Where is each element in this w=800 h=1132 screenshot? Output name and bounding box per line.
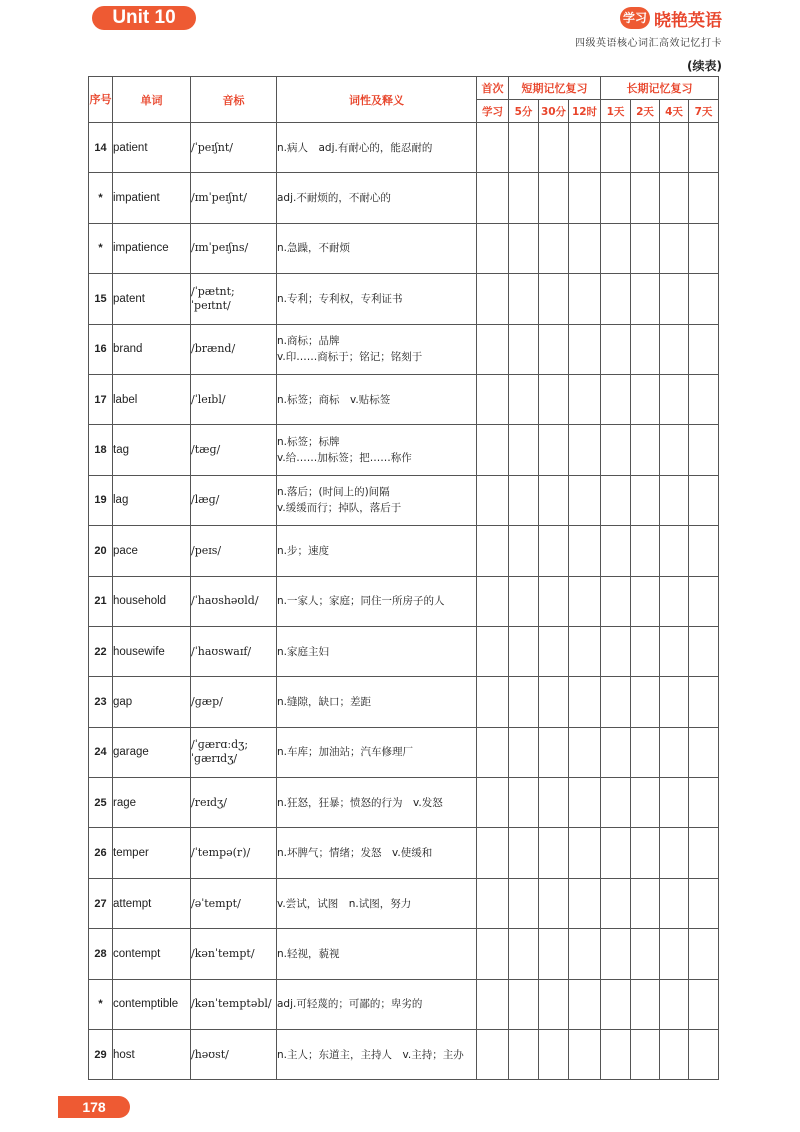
checkin-box bbox=[601, 727, 631, 777]
checkin-box bbox=[601, 324, 631, 374]
checkin-box bbox=[689, 274, 719, 324]
table-row bbox=[89, 324, 719, 374]
checkin-box bbox=[631, 878, 660, 928]
header-word: 单词 bbox=[113, 77, 191, 123]
checkin-box bbox=[660, 727, 689, 777]
row-number: 14 bbox=[89, 123, 113, 173]
checkin-box bbox=[689, 123, 719, 173]
checkin-box bbox=[477, 274, 509, 324]
row-phonetic: /kənˈtemptəbl/ bbox=[191, 979, 277, 1029]
checkin-box bbox=[539, 425, 569, 475]
checkin-box bbox=[539, 223, 569, 273]
row-phonetic: /ɪmˈpeɪʃns/ bbox=[191, 223, 277, 273]
checkin-box bbox=[477, 123, 509, 173]
header-first-sub: 学习 bbox=[477, 100, 509, 123]
checkin-box bbox=[539, 929, 569, 979]
row-definition bbox=[277, 123, 477, 173]
table-row bbox=[89, 878, 719, 928]
checkin-box bbox=[539, 274, 569, 324]
table-row bbox=[89, 374, 719, 424]
row-phonetic: /həʊst/ bbox=[191, 1030, 277, 1080]
checkin-box bbox=[689, 929, 719, 979]
checkin-box bbox=[539, 526, 569, 576]
row-phonetic: /ˈhaʊshəʊld/ bbox=[191, 576, 277, 626]
row-word: temper bbox=[113, 828, 191, 878]
checkin-box bbox=[509, 1030, 539, 1080]
checkin-box bbox=[601, 576, 631, 626]
checkin-box bbox=[601, 1030, 631, 1080]
row-definition bbox=[277, 374, 477, 424]
checkin-box bbox=[689, 324, 719, 374]
series-title: 四级英语核心词汇高效记忆打卡 bbox=[575, 38, 722, 49]
row-number: * bbox=[89, 979, 113, 1029]
checkin-box bbox=[569, 173, 601, 223]
checkin-box bbox=[660, 576, 689, 626]
vocabulary-table bbox=[88, 76, 719, 1080]
row-word: host bbox=[113, 1030, 191, 1080]
row-definition bbox=[277, 425, 477, 475]
checkin-box bbox=[660, 1030, 689, 1080]
row-number: 20 bbox=[89, 526, 113, 576]
row-word: household bbox=[113, 576, 191, 626]
checkin-box bbox=[689, 828, 719, 878]
checkin-box bbox=[509, 878, 539, 928]
checkin-box bbox=[509, 123, 539, 173]
header-1day: 1天 bbox=[601, 100, 631, 123]
checkin-box bbox=[569, 425, 601, 475]
checkin-box bbox=[660, 173, 689, 223]
checkin-box bbox=[631, 274, 660, 324]
checkin-box bbox=[477, 677, 509, 727]
checkin-box bbox=[660, 677, 689, 727]
row-word: pace bbox=[113, 526, 191, 576]
checkin-box bbox=[631, 576, 660, 626]
checkin-box bbox=[689, 778, 719, 828]
row-number: 16 bbox=[89, 324, 113, 374]
checkin-box bbox=[477, 324, 509, 374]
row-phonetic: /ɡæp/ bbox=[191, 677, 277, 727]
row-definition bbox=[277, 626, 477, 676]
row-word: gap bbox=[113, 677, 191, 727]
definition-line: v.缓缓而行；掉队，落后于 bbox=[277, 502, 402, 515]
checkin-box bbox=[660, 878, 689, 928]
checkin-box bbox=[601, 828, 631, 878]
checkin-box bbox=[601, 374, 631, 424]
checkin-box bbox=[689, 677, 719, 727]
continued-label: (续表) bbox=[687, 59, 722, 73]
checkin-box bbox=[569, 727, 601, 777]
row-number: 23 bbox=[89, 677, 113, 727]
row-phonetic: /peɪs/ bbox=[191, 526, 277, 576]
checkin-box bbox=[631, 123, 660, 173]
checkin-box bbox=[509, 626, 539, 676]
row-word: impatient bbox=[113, 173, 191, 223]
checkin-box bbox=[689, 979, 719, 1029]
row-phonetic: /ˈleɪbl/ bbox=[191, 374, 277, 424]
row-word: patient bbox=[113, 123, 191, 173]
checkin-box bbox=[660, 828, 689, 878]
checkin-box bbox=[601, 425, 631, 475]
checkin-box bbox=[509, 727, 539, 777]
row-definition bbox=[277, 223, 477, 273]
checkin-box bbox=[660, 475, 689, 525]
checkin-box bbox=[569, 1030, 601, 1080]
checkin-box bbox=[509, 929, 539, 979]
table-row bbox=[89, 576, 719, 626]
checkin-box bbox=[539, 878, 569, 928]
checkin-box bbox=[631, 677, 660, 727]
row-definition bbox=[277, 929, 477, 979]
header-seq: 序号 bbox=[89, 77, 113, 123]
checkin-box bbox=[539, 576, 569, 626]
checkin-box bbox=[631, 425, 660, 475]
header-2day: 2天 bbox=[631, 100, 660, 123]
checkin-box bbox=[601, 475, 631, 525]
checkin-box bbox=[539, 828, 569, 878]
checkin-box bbox=[477, 727, 509, 777]
row-number: 29 bbox=[89, 1030, 113, 1080]
row-definition bbox=[277, 727, 477, 777]
checkin-box bbox=[689, 1030, 719, 1080]
checkin-box bbox=[477, 1030, 509, 1080]
table-row bbox=[89, 123, 719, 173]
checkin-box bbox=[601, 979, 631, 1029]
table-row bbox=[89, 727, 719, 777]
header-12h: 12时 bbox=[569, 100, 601, 123]
table-row bbox=[89, 626, 719, 676]
header-5min: 5分 bbox=[509, 100, 539, 123]
definition-line: n.车库；加油站；汽车修理厂 bbox=[277, 746, 413, 759]
row-phonetic: /ɪmˈpeɪʃnt/ bbox=[191, 173, 277, 223]
checkin-box bbox=[569, 828, 601, 878]
definition-line: n.主人；东道主，主持人 v.主持；主办 bbox=[277, 1048, 464, 1061]
row-phonetic: /tæɡ/ bbox=[191, 425, 277, 475]
checkin-box bbox=[660, 123, 689, 173]
row-phonetic: /brænd/ bbox=[191, 324, 277, 374]
row-number: 27 bbox=[89, 878, 113, 928]
vocabulary-rows bbox=[89, 123, 719, 1080]
row-phonetic: /əˈtempt/ bbox=[191, 878, 277, 928]
row-number: 24 bbox=[89, 727, 113, 777]
checkin-box bbox=[569, 576, 601, 626]
row-phonetic: /ˈhaʊswaɪf/ bbox=[191, 626, 277, 676]
checkin-box bbox=[509, 324, 539, 374]
table-row bbox=[89, 475, 719, 525]
checkin-box bbox=[631, 828, 660, 878]
checkin-box bbox=[689, 626, 719, 676]
checkin-box bbox=[477, 223, 509, 273]
checkin-box bbox=[569, 979, 601, 1029]
definition-line: v.印……商标于；铭记；铭刻于 bbox=[277, 351, 423, 364]
table-row bbox=[89, 1030, 719, 1080]
checkin-box bbox=[477, 626, 509, 676]
definition-line: v.给……加标签；把……称作 bbox=[277, 452, 412, 465]
row-definition bbox=[277, 778, 477, 828]
definition-line: n.步；速度 bbox=[277, 544, 329, 557]
row-phonetic: /ˈtempə(r)/ bbox=[191, 828, 277, 878]
definition-line: v.尝试，试图 n.试图，努力 bbox=[277, 897, 412, 910]
checkin-box bbox=[601, 173, 631, 223]
checkin-box bbox=[631, 173, 660, 223]
table-row bbox=[89, 677, 719, 727]
checkin-box bbox=[569, 475, 601, 525]
row-word: rage bbox=[113, 778, 191, 828]
row-phonetic: /ˈpeɪʃnt/ bbox=[191, 123, 277, 173]
checkin-box bbox=[509, 778, 539, 828]
logo-text: 晓艳英语 bbox=[654, 10, 722, 31]
checkin-box bbox=[660, 979, 689, 1029]
definition-line: n.一家人；家庭；同住一所房子的人 bbox=[277, 595, 445, 608]
row-definition bbox=[277, 576, 477, 626]
checkin-box bbox=[631, 526, 660, 576]
definition-line: n.标签；标牌 bbox=[277, 436, 340, 449]
checkin-box bbox=[539, 626, 569, 676]
definition-line: n.标签；商标 v.贴标签 bbox=[277, 393, 391, 406]
checkin-box bbox=[569, 223, 601, 273]
definition-line: adj.可轻蔑的；可鄙的；卑劣的 bbox=[277, 998, 423, 1011]
header-first: 首次 bbox=[477, 77, 509, 100]
checkin-box bbox=[689, 475, 719, 525]
checkin-box bbox=[569, 677, 601, 727]
checkin-box bbox=[569, 878, 601, 928]
checkin-box bbox=[539, 324, 569, 374]
header-30min: 30分 bbox=[539, 100, 569, 123]
checkin-box bbox=[539, 727, 569, 777]
checkin-box bbox=[601, 223, 631, 273]
checkin-box bbox=[601, 626, 631, 676]
table-row bbox=[89, 828, 719, 878]
checkin-box bbox=[509, 173, 539, 223]
checkin-box bbox=[477, 576, 509, 626]
definition-line: n.轻视，藐视 bbox=[277, 947, 340, 960]
checkin-box bbox=[539, 1030, 569, 1080]
logo-mark-icon: 学习 bbox=[620, 7, 650, 29]
checkin-box bbox=[631, 324, 660, 374]
row-word: label bbox=[113, 374, 191, 424]
checkin-box bbox=[477, 374, 509, 424]
row-phonetic: /reɪdʒ/ bbox=[191, 778, 277, 828]
checkin-box bbox=[477, 526, 509, 576]
row-phonetic: /læɡ/ bbox=[191, 475, 277, 525]
checkin-box bbox=[509, 274, 539, 324]
row-definition bbox=[277, 526, 477, 576]
checkin-box bbox=[509, 979, 539, 1029]
table-row bbox=[89, 526, 719, 576]
checkin-box bbox=[601, 929, 631, 979]
row-word: lag bbox=[113, 475, 191, 525]
table-row bbox=[89, 778, 719, 828]
table-row bbox=[89, 173, 719, 223]
checkin-box bbox=[477, 828, 509, 878]
row-number: 22 bbox=[89, 626, 113, 676]
definition-line: n.专利；专利权，专利证书 bbox=[277, 292, 403, 305]
checkin-box bbox=[631, 626, 660, 676]
table-row bbox=[89, 979, 719, 1029]
checkin-box bbox=[631, 374, 660, 424]
checkin-box bbox=[689, 576, 719, 626]
page-number: 178 bbox=[58, 1096, 130, 1118]
checkin-box bbox=[477, 425, 509, 475]
checkin-box bbox=[660, 778, 689, 828]
row-number: 21 bbox=[89, 576, 113, 626]
header-phonetic: 音标 bbox=[191, 77, 277, 123]
checkin-box bbox=[601, 274, 631, 324]
row-word: contemptible bbox=[113, 979, 191, 1029]
checkin-box bbox=[569, 123, 601, 173]
row-definition bbox=[277, 979, 477, 1029]
checkin-box bbox=[660, 626, 689, 676]
row-number: 15 bbox=[89, 274, 113, 324]
row-phonetic: /ˈɡærɑːdʒ; ˈɡærɪdʒ/ bbox=[191, 727, 277, 777]
checkin-box bbox=[689, 374, 719, 424]
checkin-box bbox=[689, 727, 719, 777]
row-number: 19 bbox=[89, 475, 113, 525]
checkin-box bbox=[477, 778, 509, 828]
row-number: 28 bbox=[89, 929, 113, 979]
checkin-box bbox=[569, 929, 601, 979]
row-definition bbox=[277, 173, 477, 223]
checkin-box bbox=[569, 526, 601, 576]
checkin-box bbox=[601, 778, 631, 828]
checkin-box bbox=[477, 929, 509, 979]
definition-line: n.狂怒，狂暴；愤怒的行为 v.发怒 bbox=[277, 796, 443, 809]
row-definition bbox=[277, 324, 477, 374]
header-long-term: 长期记忆复习 bbox=[601, 77, 719, 100]
row-number: * bbox=[89, 223, 113, 273]
checkin-box bbox=[539, 374, 569, 424]
checkin-box bbox=[631, 1030, 660, 1080]
definition-line: n.商标；品牌 bbox=[277, 335, 340, 348]
header-definition: 词性及释义 bbox=[277, 77, 477, 123]
checkin-box bbox=[660, 374, 689, 424]
unit-badge: Unit 10 bbox=[92, 6, 196, 30]
checkin-box bbox=[477, 878, 509, 928]
checkin-box bbox=[509, 475, 539, 525]
header-7day: 7天 bbox=[689, 100, 719, 123]
checkin-box bbox=[689, 526, 719, 576]
definition-line: n.急躁，不耐烦 bbox=[277, 242, 350, 255]
checkin-box bbox=[539, 778, 569, 828]
checkin-box bbox=[539, 123, 569, 173]
row-definition bbox=[277, 1030, 477, 1080]
row-number: 25 bbox=[89, 778, 113, 828]
row-number: 18 bbox=[89, 425, 113, 475]
checkin-box bbox=[631, 929, 660, 979]
row-word: contempt bbox=[113, 929, 191, 979]
row-word: housewife bbox=[113, 626, 191, 676]
row-word: impatience bbox=[113, 223, 191, 273]
checkin-box bbox=[509, 223, 539, 273]
checkin-box bbox=[539, 475, 569, 525]
row-definition bbox=[277, 475, 477, 525]
checkin-box bbox=[601, 123, 631, 173]
header-4day: 4天 bbox=[660, 100, 689, 123]
checkin-box bbox=[477, 475, 509, 525]
checkin-box bbox=[569, 778, 601, 828]
checkin-box bbox=[509, 677, 539, 727]
checkin-box bbox=[539, 979, 569, 1029]
row-word: attempt bbox=[113, 878, 191, 928]
checkin-box bbox=[477, 979, 509, 1029]
checkin-box bbox=[509, 425, 539, 475]
checkin-box bbox=[689, 425, 719, 475]
checkin-box bbox=[660, 526, 689, 576]
checkin-box bbox=[569, 274, 601, 324]
checkin-box bbox=[509, 526, 539, 576]
table-row bbox=[89, 223, 719, 273]
checkin-box bbox=[477, 173, 509, 223]
row-number: 17 bbox=[89, 374, 113, 424]
checkin-box bbox=[660, 425, 689, 475]
checkin-box bbox=[631, 778, 660, 828]
row-word: brand bbox=[113, 324, 191, 374]
checkin-box bbox=[509, 828, 539, 878]
checkin-box bbox=[660, 324, 689, 374]
checkin-box bbox=[631, 475, 660, 525]
checkin-box bbox=[539, 677, 569, 727]
definition-line: n.缝隙，缺口；差距 bbox=[277, 695, 371, 708]
row-word: tag bbox=[113, 425, 191, 475]
header-short-term: 短期记忆复习 bbox=[509, 77, 601, 100]
checkin-box bbox=[689, 878, 719, 928]
row-phonetic: /ˈpætnt; ˈpeɪtnt/ bbox=[191, 274, 277, 324]
checkin-box bbox=[509, 576, 539, 626]
checkin-box bbox=[601, 878, 631, 928]
table-row bbox=[89, 929, 719, 979]
definition-line: n.坏脾气；情绪；发怒 v.使缓和 bbox=[277, 847, 433, 860]
definition-line: n.家庭主妇 bbox=[277, 645, 329, 658]
definition-line: n.落后；(时间上的)间隔 bbox=[277, 486, 390, 499]
checkin-box bbox=[631, 727, 660, 777]
checkin-box bbox=[689, 223, 719, 273]
row-phonetic: /kənˈtempt/ bbox=[191, 929, 277, 979]
checkin-box bbox=[631, 979, 660, 1029]
checkin-box bbox=[539, 173, 569, 223]
checkin-box bbox=[601, 526, 631, 576]
checkin-box bbox=[569, 374, 601, 424]
definition-line: adj.不耐烦的，不耐心的 bbox=[277, 192, 391, 205]
checkin-box bbox=[601, 677, 631, 727]
checkin-box bbox=[660, 223, 689, 273]
row-definition bbox=[277, 828, 477, 878]
checkin-box bbox=[660, 929, 689, 979]
row-definition bbox=[277, 677, 477, 727]
definition-line: n.病人 adj.有耐心的，能忍耐的 bbox=[277, 141, 433, 154]
row-number: * bbox=[89, 173, 113, 223]
row-number: 26 bbox=[89, 828, 113, 878]
checkin-box bbox=[569, 324, 601, 374]
brand-logo bbox=[620, 6, 722, 30]
checkin-box bbox=[689, 173, 719, 223]
checkin-box bbox=[509, 374, 539, 424]
row-word: patent bbox=[113, 274, 191, 324]
row-word: garage bbox=[113, 727, 191, 777]
table-row bbox=[89, 274, 719, 324]
table-row bbox=[89, 425, 719, 475]
checkin-box bbox=[631, 223, 660, 273]
row-definition bbox=[277, 878, 477, 928]
checkin-box bbox=[660, 274, 689, 324]
checkin-box bbox=[569, 626, 601, 676]
row-definition bbox=[277, 274, 477, 324]
